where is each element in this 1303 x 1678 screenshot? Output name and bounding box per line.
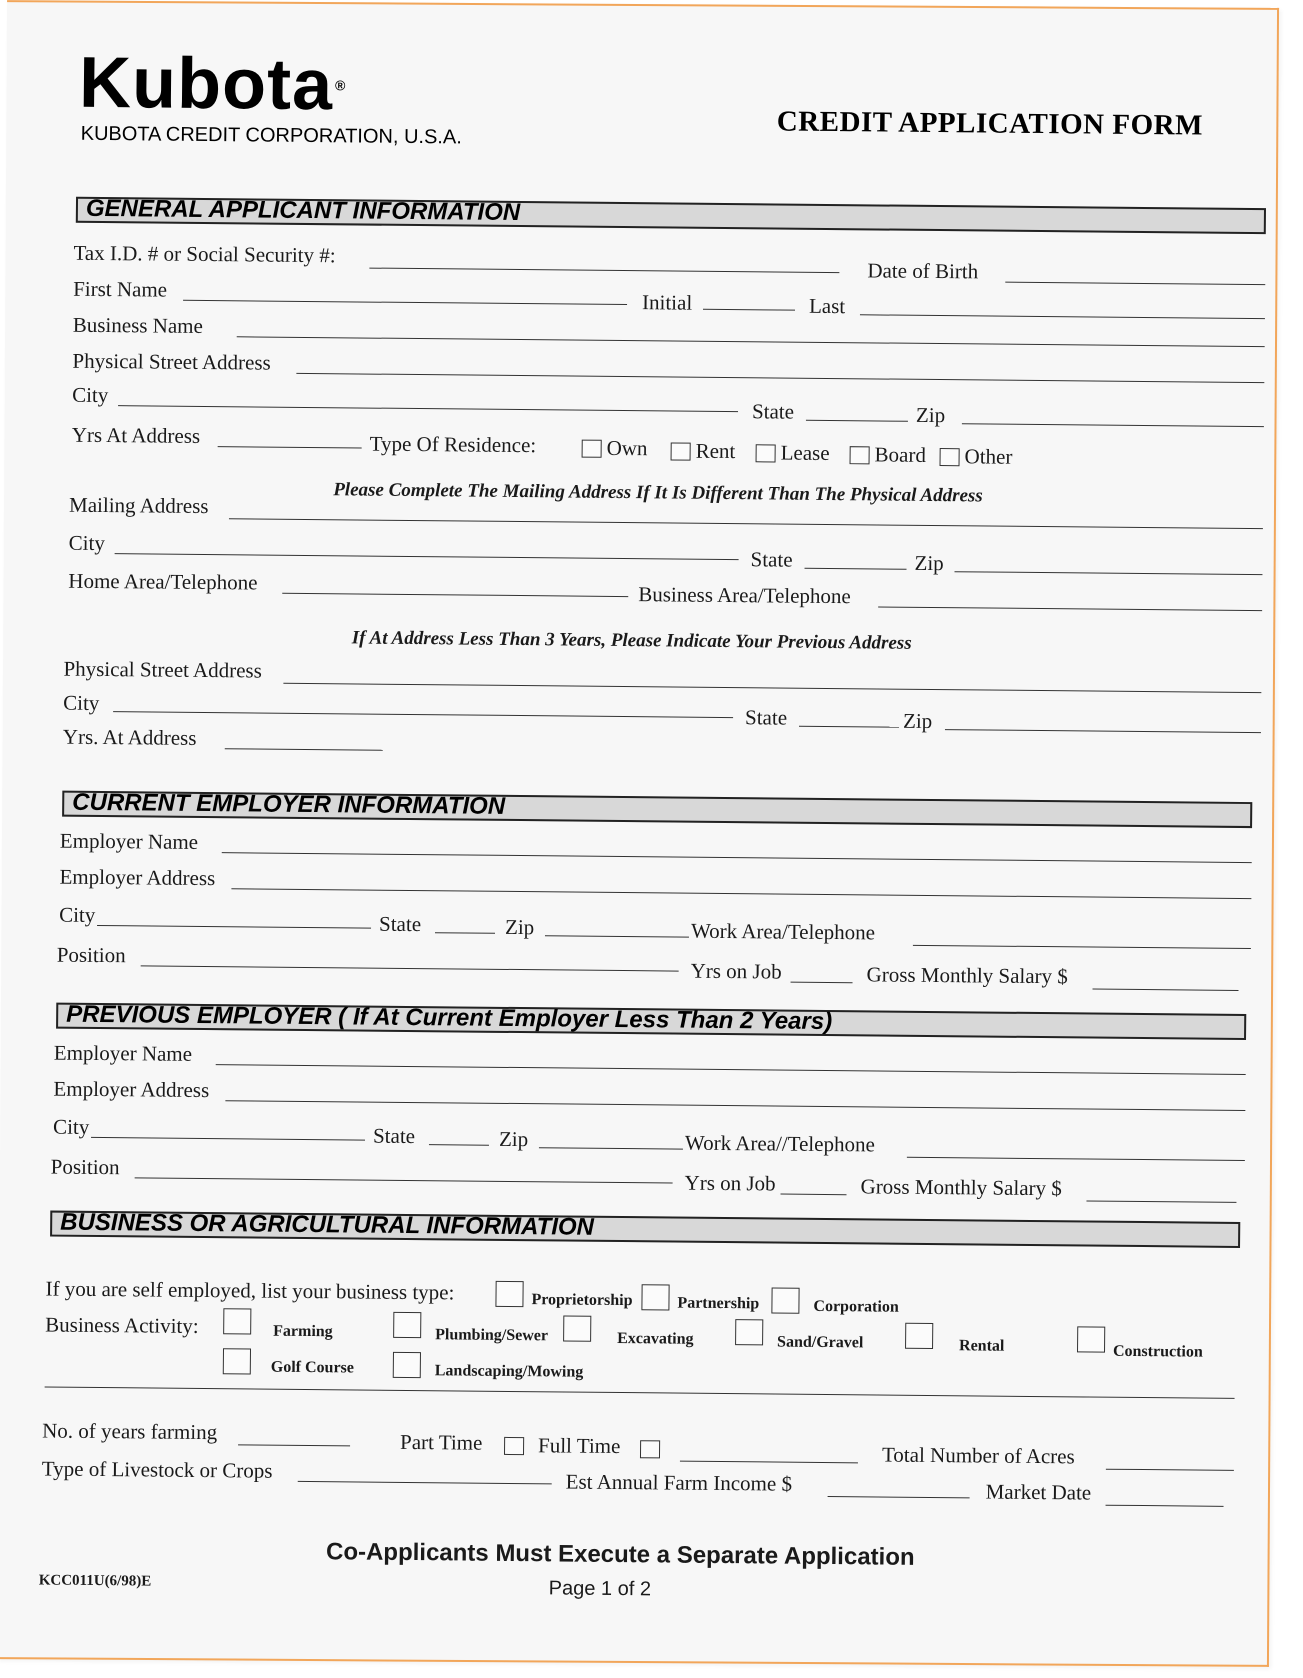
livestock-label: Type of Livestock or Crops bbox=[41, 1456, 273, 1483]
prev-city-label: City bbox=[63, 690, 100, 715]
employer-city-field[interactable] bbox=[97, 925, 371, 929]
plumbing-sewer-label: Plumbing/Sewer bbox=[435, 1326, 549, 1345]
prev-employer-city-field[interactable] bbox=[91, 1137, 365, 1141]
section-general-applicant bbox=[76, 194, 1266, 234]
last-name-field[interactable] bbox=[860, 314, 1265, 319]
yrs-on-job-label: Yrs on Job bbox=[690, 958, 782, 984]
prev-employer-zip-label: Zip bbox=[498, 1126, 529, 1152]
sand-gravel-label: Sand/Gravel bbox=[777, 1333, 864, 1352]
dob-label: Date of Birth bbox=[867, 258, 979, 284]
tax-id-field[interactable] bbox=[369, 268, 839, 274]
prev-salary-field[interactable] bbox=[1086, 1200, 1236, 1202]
full-time-checkbox[interactable] bbox=[640, 1440, 660, 1458]
section-heading: BUSINESS OR AGRICULTURAL INFORMATION bbox=[60, 1208, 595, 1241]
form-code: KCC011U(6/98)E bbox=[38, 1572, 152, 1590]
zip-field[interactable] bbox=[962, 423, 1264, 427]
farm-income-label: Est Annual Farm Income $ bbox=[565, 1469, 793, 1496]
prev-yrs-on-job-label: Yrs on Job bbox=[684, 1170, 776, 1196]
section-previous-employer bbox=[56, 1000, 1246, 1040]
prev-zip-label: Zip bbox=[902, 708, 933, 733]
city-field[interactable] bbox=[118, 405, 738, 412]
proprietorship-checkbox[interactable] bbox=[495, 1281, 523, 1307]
mailing-address-label: Mailing Address bbox=[68, 492, 209, 519]
golf-course-label: Golf Course bbox=[270, 1358, 355, 1377]
work-phone-field[interactable] bbox=[913, 945, 1251, 949]
employer-name-field[interactable] bbox=[222, 852, 1252, 863]
other-label: Other bbox=[964, 444, 1013, 469]
market-date-label: Market Date bbox=[985, 1479, 1092, 1505]
prev-position-field[interactable] bbox=[135, 1177, 673, 1183]
lease-label: Lease bbox=[780, 440, 830, 465]
dob-field[interactable] bbox=[1005, 282, 1265, 285]
prev-work-phone-label: Work Area//Telephone bbox=[684, 1130, 875, 1157]
corporation-label: Corporation bbox=[813, 1297, 899, 1316]
partnership-checkbox[interactable] bbox=[641, 1284, 669, 1310]
prev-work-phone-field[interactable] bbox=[907, 1157, 1245, 1161]
registered-icon: ® bbox=[335, 77, 347, 94]
excavating-label: Excavating bbox=[617, 1329, 694, 1348]
city-label: City bbox=[72, 382, 109, 408]
previous-address-note: If At Address Less Than 3 Years, Please Indicate Your Previous Address bbox=[351, 627, 912, 654]
initial-field[interactable] bbox=[703, 309, 795, 311]
physical-address-label: Physical Street Address bbox=[72, 348, 271, 375]
plumbing-sewer-checkbox[interactable] bbox=[393, 1312, 421, 1338]
farm-income-field[interactable] bbox=[828, 1496, 970, 1498]
employer-address-field[interactable] bbox=[231, 888, 1251, 899]
yrs-on-job-field[interactable] bbox=[791, 982, 853, 984]
yrs-at-address-label: Yrs At Address bbox=[71, 422, 201, 448]
sand-gravel-checkbox[interactable] bbox=[735, 1319, 763, 1345]
section-business-agricultural bbox=[50, 1208, 1240, 1248]
proprietorship-label: Proprietorship bbox=[531, 1291, 633, 1310]
section-heading: CURRENT EMPLOYER INFORMATION bbox=[72, 788, 506, 820]
page-number: Page 1 of 2 bbox=[548, 1577, 652, 1601]
construction-label: Construction bbox=[1112, 1342, 1203, 1361]
section-current-employer bbox=[62, 788, 1252, 828]
prev-employer-state-field[interactable] bbox=[429, 1144, 489, 1146]
prev-zip-field[interactable] bbox=[945, 729, 1261, 733]
state-label: State bbox=[751, 399, 795, 424]
salary-field[interactable] bbox=[1092, 989, 1238, 991]
last-name-label: Last bbox=[808, 293, 846, 319]
years-farming-field[interactable] bbox=[238, 1444, 350, 1446]
type-of-residence-label: Type Of Residence: bbox=[369, 431, 537, 458]
own-label: Own bbox=[606, 435, 648, 461]
kubota-logo bbox=[78, 42, 347, 126]
prev-city-field[interactable] bbox=[113, 711, 733, 718]
full-time-label: Full Time bbox=[537, 1433, 621, 1459]
prev-state-field[interactable] bbox=[799, 726, 899, 728]
board-label: Board bbox=[874, 442, 927, 467]
business-name-field[interactable] bbox=[237, 336, 1265, 347]
logo-text: Kubota bbox=[78, 42, 334, 126]
prev-salary-label: Gross Monthly Salary $ bbox=[860, 1174, 1062, 1201]
tax-id-label: Tax I.D. # or Social Security #: bbox=[73, 240, 336, 268]
partnership-label: Partnership bbox=[677, 1294, 760, 1313]
salary-label: Gross Monthly Salary $ bbox=[866, 962, 1068, 989]
section-heading: GENERAL APPLICANT INFORMATION bbox=[85, 194, 521, 227]
prev-yrs-on-job-field[interactable] bbox=[781, 1194, 847, 1196]
part-time-label: Part Time bbox=[400, 1429, 483, 1455]
construction-checkbox[interactable] bbox=[1077, 1326, 1105, 1352]
golf-course-checkbox[interactable] bbox=[223, 1348, 251, 1374]
business-phone-field[interactable] bbox=[878, 606, 1262, 611]
employer-zip-label: Zip bbox=[504, 914, 535, 940]
business-activity-line[interactable] bbox=[45, 1387, 1235, 1399]
prev-yrs-label: Yrs. At Address bbox=[62, 724, 197, 750]
mailing-state-label: State bbox=[750, 547, 793, 572]
zip-label: Zip bbox=[915, 402, 946, 428]
prev-employer-state-label: State bbox=[372, 1123, 416, 1149]
prev-employer-address-label: Employer Address bbox=[53, 1076, 210, 1103]
board-checkbox[interactable] bbox=[850, 446, 870, 464]
mailing-state-field[interactable] bbox=[805, 568, 907, 570]
rent-label: Rent bbox=[695, 438, 736, 464]
prev-employer-name-label: Employer Name bbox=[53, 1040, 193, 1066]
position-field[interactable] bbox=[141, 965, 679, 971]
years-farming-label: No. of years farming bbox=[42, 1418, 218, 1445]
total-acres-field[interactable] bbox=[1106, 1469, 1234, 1471]
prev-employer-address-field[interactable] bbox=[225, 1100, 1245, 1111]
mailing-address-note: Please Complete The Mailing Address If It Is Different Than The Physical Address bbox=[333, 479, 983, 507]
initial-label: Initial bbox=[641, 290, 693, 315]
landscaping-mowing-label: Landscaping/Mowing bbox=[434, 1362, 584, 1381]
prev-employer-city-label: City bbox=[53, 1114, 90, 1139]
employer-state-field[interactable] bbox=[435, 932, 495, 934]
part-time-checkbox[interactable] bbox=[504, 1437, 524, 1455]
farming-checkbox[interactable] bbox=[223, 1308, 251, 1334]
employer-address-label: Employer Address bbox=[59, 864, 216, 891]
co-applicants-notice: Co-Applicants Must Execute a Separate Application bbox=[325, 1538, 915, 1571]
rental-label: Rental bbox=[958, 1337, 1005, 1355]
business-phone-label: Business Area/Telephone bbox=[638, 582, 851, 609]
home-phone-label: Home Area/Telephone bbox=[68, 568, 258, 595]
form-title: CREDIT APPLICATION FORM bbox=[776, 105, 1204, 142]
company-name: KUBOTA CREDIT CORPORATION, U.S.A. bbox=[80, 122, 462, 149]
farming-label: Farming bbox=[273, 1322, 333, 1341]
other-checkbox[interactable] bbox=[940, 448, 960, 466]
mailing-zip-label: Zip bbox=[914, 550, 944, 576]
physical-address-field[interactable] bbox=[296, 373, 1264, 383]
employer-city-label: City bbox=[59, 902, 96, 927]
total-acres-label: Total Number of Acres bbox=[881, 1442, 1075, 1469]
lease-checkbox[interactable] bbox=[756, 444, 776, 462]
prev-employer-zip-field[interactable] bbox=[539, 1147, 683, 1149]
livestock-field[interactable] bbox=[298, 1481, 552, 1484]
yrs-at-address-field[interactable] bbox=[218, 446, 362, 448]
excavating-checkbox[interactable] bbox=[563, 1315, 591, 1341]
prev-yrs-field[interactable] bbox=[225, 748, 383, 751]
mailing-city-label: City bbox=[68, 530, 106, 556]
prev-position-label: Position bbox=[50, 1154, 120, 1180]
employer-state-label: State bbox=[378, 911, 422, 937]
prev-state-label: State bbox=[744, 705, 788, 730]
section-heading: PREVIOUS EMPLOYER ( If At Current Employer Less Than 2 Years) bbox=[66, 1000, 833, 1036]
own-checkbox[interactable] bbox=[582, 440, 602, 458]
employer-zip-field[interactable] bbox=[545, 935, 689, 937]
first-name-label: First Name bbox=[73, 276, 168, 302]
mailing-city-field[interactable] bbox=[115, 553, 739, 560]
landscaping-mowing-checkbox[interactable] bbox=[393, 1352, 421, 1378]
business-name-label: Business Name bbox=[72, 312, 204, 338]
business-activity-label: Business Activity: bbox=[45, 1312, 199, 1338]
self-employed-label: If you are self employed, list your business type: bbox=[45, 1276, 455, 1305]
home-phone-field[interactable] bbox=[282, 593, 628, 597]
first-name-field[interactable] bbox=[183, 300, 627, 305]
market-date-field[interactable] bbox=[1106, 1505, 1224, 1507]
rental-checkbox[interactable] bbox=[905, 1323, 933, 1349]
corporation-checkbox[interactable] bbox=[771, 1287, 799, 1313]
mailing-zip-field[interactable] bbox=[954, 571, 1262, 575]
mailing-address-field[interactable] bbox=[229, 518, 1263, 529]
prev-physical-address-label: Physical Street Address bbox=[63, 656, 262, 683]
prev-physical-address-field[interactable] bbox=[283, 683, 1261, 693]
position-label: Position bbox=[56, 942, 126, 968]
rent-checkbox[interactable] bbox=[671, 442, 691, 460]
part-full-time-field[interactable] bbox=[680, 1461, 858, 1464]
employer-name-label: Employer Name bbox=[59, 828, 199, 854]
prev-employer-name-field[interactable] bbox=[216, 1064, 1246, 1075]
work-phone-label: Work Area/Telephone bbox=[690, 918, 876, 945]
state-field[interactable] bbox=[806, 420, 908, 422]
